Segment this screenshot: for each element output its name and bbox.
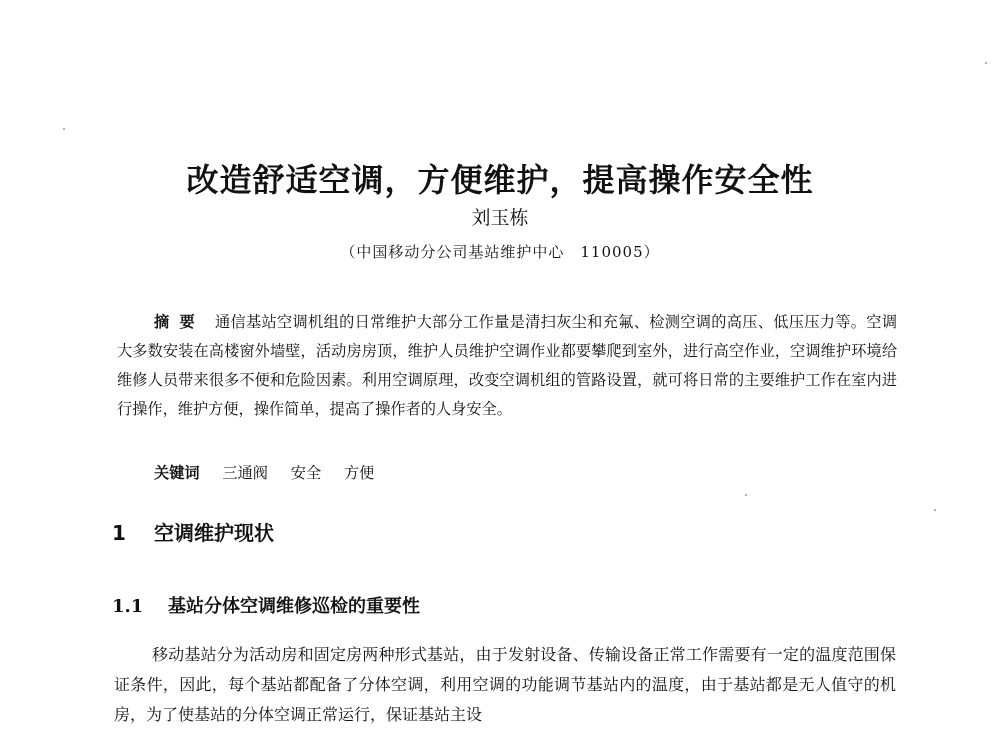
subsection-heading [112, 592, 892, 622]
abstract-label: 摘要 [154, 313, 206, 331]
scan-speck [934, 509, 936, 511]
scan-speck [985, 62, 987, 64]
keyword-item: 三通阀 [222, 464, 268, 482]
scan-speck [745, 494, 747, 496]
subsection-number: 1.1 [112, 596, 144, 617]
author-affiliation: （中国移动分公司基站维护中心 110005） [340, 243, 660, 261]
author-name: 刘玉栋 [471, 207, 529, 229]
keywords-label: 关键词 [154, 464, 200, 482]
keyword-item: 方便 [343, 464, 375, 482]
keywords [154, 459, 894, 488]
keyword-item: 安全 [290, 464, 322, 482]
abstract-text: 通信基站空调机组的日常维护大部分工作量是清扫灰尘和充氟、检测空调的高压、低压压力等。空调大多数安装在高楼窗外墙壁，活动房房顶，维护人员维护空调作业都要攀爬到室外，进行高空作业，空调维护环境给维修人员带来很多不便和危险因素。利用空调原理，改变空调机组的管路设置，就可将日常的主要维护工作在室内进行操作，维护方便，操作简单，提高了操作者的人身安全。 [117, 313, 898, 418]
section-number: 1 [112, 521, 126, 545]
section-heading [112, 518, 892, 548]
subsection-title: 基站分体空调维修巡检的重要性 [168, 596, 420, 617]
section-title: 空调维护现状 [154, 521, 274, 545]
abstract [117, 308, 897, 424]
body-paragraph: 移动基站分为活动房和固定房两种形式基站，由于发射设备、传输设备正常工作需要有一定的温度范围保证条件，因此，每个基站都配备了分体空调，利用空调的功能调节基站内的温度，由于基站都是无人值守的机房，为了使基站的分体空调正常运行，保证基站主设 [114, 645, 896, 724]
paper-title: 改造舒适空调，方便维护，提高操作安全性 [186, 161, 814, 199]
scan-speck [63, 128, 65, 130]
